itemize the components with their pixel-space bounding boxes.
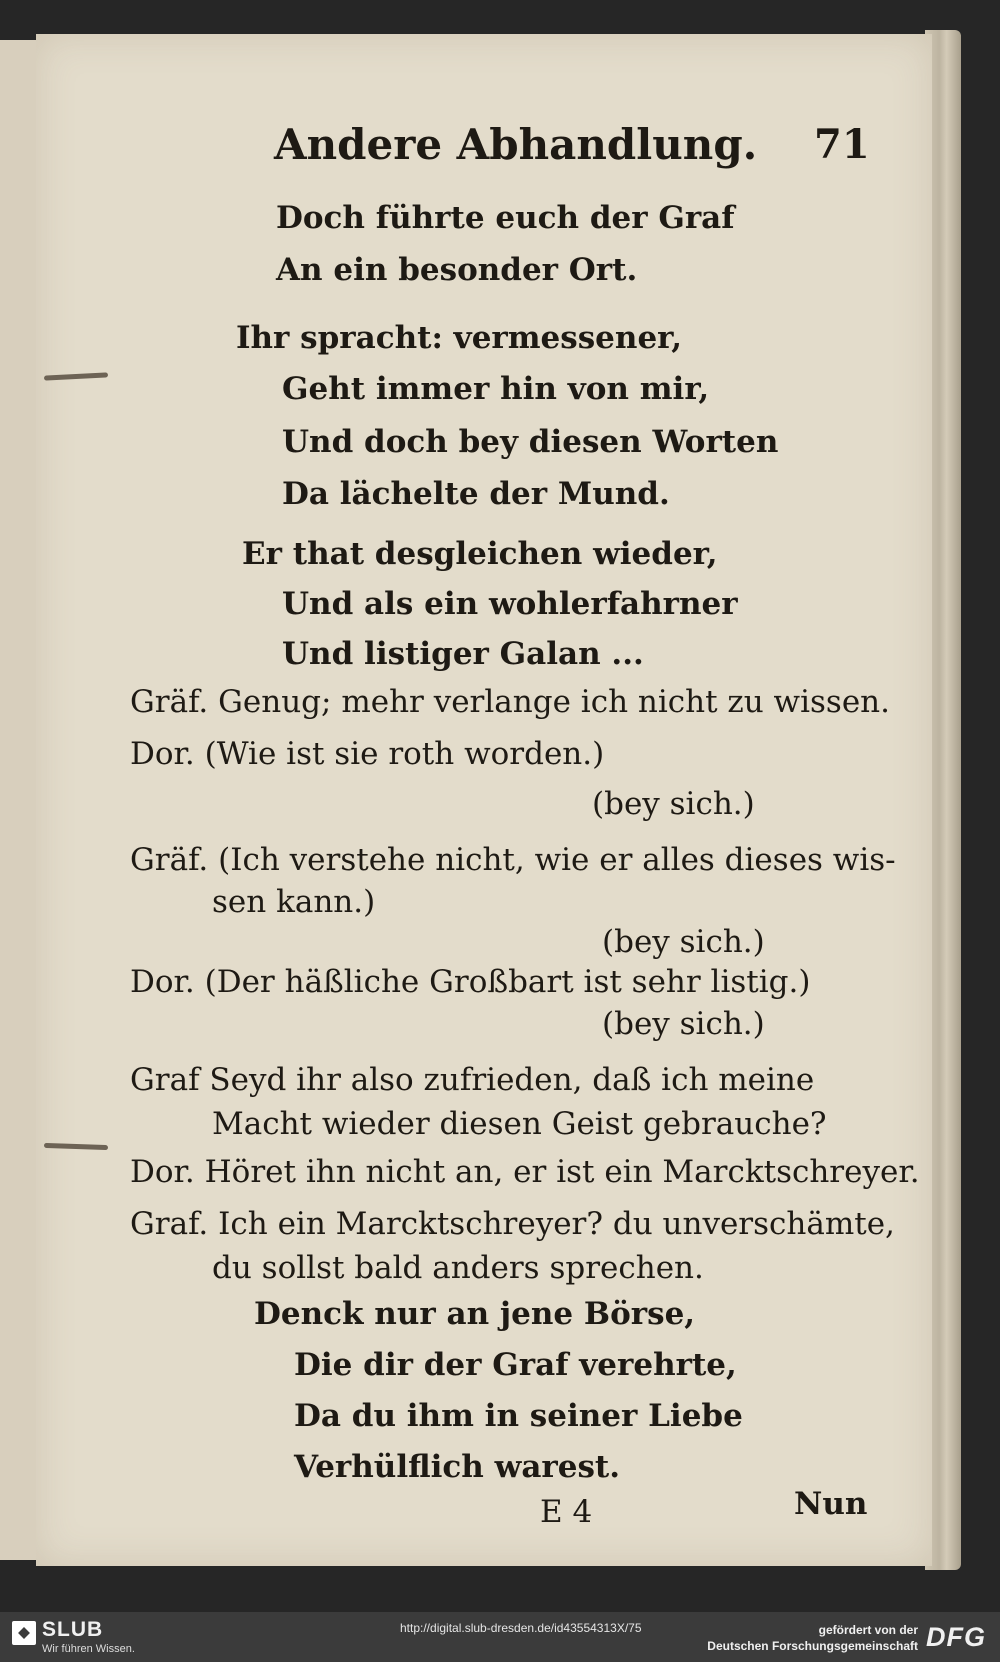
dialogue-line: Graf Seyd ihr also zufrieden, daß ich meine — [130, 1062, 815, 1098]
dialogue-line: Graf. Ich ein Marcktschreyer? du unverschämte, — [130, 1206, 895, 1242]
book-page — [36, 34, 932, 1566]
stage-direction: (bey sich.) — [602, 1006, 765, 1042]
stage-direction: (bey sich.) — [602, 924, 765, 960]
signature-mark: E 4 — [540, 1494, 593, 1530]
text-line: Geht immer hin von mir, — [282, 371, 710, 407]
text-line: Denck nur an jene Börse, — [254, 1296, 696, 1332]
text-line: An ein besonder Ort. — [276, 252, 638, 288]
text-line: Doch führte euch der Graf — [276, 200, 735, 236]
dfg-logo[interactable]: DFG — [926, 1622, 986, 1652]
dialogue-line: Dor. Höret ihn nicht an, er ist ein Marcktschreyer. — [130, 1154, 920, 1190]
running-header: Andere Abhandlung. — [274, 120, 758, 169]
binding-thread — [44, 1143, 108, 1150]
text-line: Er that desgleichen wieder, — [242, 536, 718, 572]
dialogue-line: sen kann.) — [212, 884, 376, 920]
binding-thread — [44, 372, 108, 380]
slub-tagline: Wir führen Wissen. — [42, 1643, 135, 1655]
text-line: Da lächelte der Mund. — [282, 476, 670, 512]
funder-line-2: Deutschen Forschungsgemeinschaft — [707, 1639, 918, 1653]
page-number: 71 — [814, 121, 870, 168]
dialogue-line: Gräf. Genug; mehr verlange ich nicht zu wissen. — [130, 684, 890, 720]
dialogue-line: Gräf. (Ich verstehe nicht, wie er alles dieses wis- — [130, 842, 896, 878]
facing-page-edge — [0, 40, 40, 1560]
funder-line-1: gefördert von der — [818, 1623, 918, 1637]
slub-logo-icon[interactable] — [12, 1621, 36, 1645]
dialogue-line: du sollst bald anders sprechen. — [212, 1250, 704, 1286]
catchword: Nun — [794, 1486, 868, 1522]
text-line: Und listiger Galan ... — [282, 636, 644, 672]
text-line: Da du ihm in seiner Liebe — [294, 1398, 743, 1434]
text-line: Verhülflich warest. — [294, 1449, 621, 1485]
slub-logo-text[interactable]: SLUB — [42, 1618, 104, 1641]
funder-credit — [707, 1622, 918, 1654]
text-line: Und doch bey diesen Worten — [282, 424, 779, 460]
dialogue-line: Macht wieder diesen Geist gebrauche? — [212, 1106, 827, 1142]
text-line: Ihr spracht: vermessener, — [236, 320, 683, 356]
stage-direction: (bey sich.) — [592, 786, 755, 822]
source-url-link[interactable]: http://digital.slub-dresden.de/id43554313X/75 — [400, 1621, 642, 1635]
text-line: Die dir der Graf verehrte, — [294, 1347, 737, 1383]
dialogue-line: Dor. (Der häßliche Großbart ist sehr listig.) — [130, 964, 811, 1000]
dialogue-line: Dor. (Wie ist sie roth worden.) — [130, 736, 605, 772]
text-line: Und als ein wohlerfahrner — [282, 586, 738, 622]
viewer-footer — [0, 1612, 1000, 1662]
